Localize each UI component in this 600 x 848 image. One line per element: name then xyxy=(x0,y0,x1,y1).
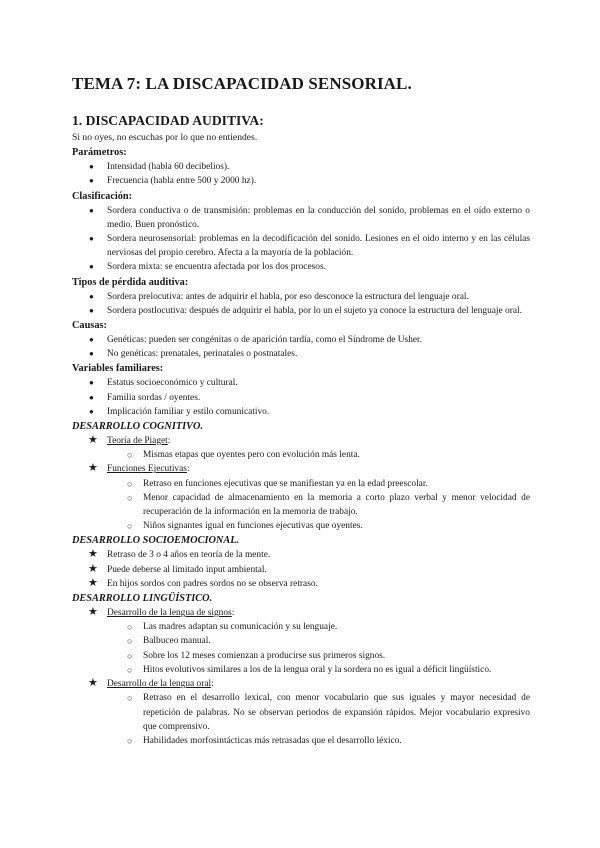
circle-bullet-icon: ○ xyxy=(127,478,133,489)
sublist xyxy=(72,620,530,677)
list-item: ● Implicación familiar y estilo comunicativo. xyxy=(72,405,530,419)
list-item: ○ Sobre los 12 meses comienzan a producirse sus primeros signos. xyxy=(72,649,530,663)
sublist xyxy=(72,477,530,534)
heading-desarrollo-socioemocional: DESARROLLO SOCIOEMOCIONAL. xyxy=(72,535,240,547)
star-icon: ★ xyxy=(88,462,98,475)
list-item: ● Sordera conductiva o de transmisión: problemas en la conducción del sonido, problemas en el oído externo o medio. Buen pronóstico. xyxy=(89,205,530,230)
bullet-icon: ● xyxy=(89,262,94,272)
list-item: ● Sordera mixta: se encuentra afectada por los dos procesos. xyxy=(72,260,530,274)
section-heading-discapacidad-auditiva: 1. DISCAPACIDAD AUDITIVA: xyxy=(72,113,264,128)
star-icon: ★ xyxy=(88,677,98,690)
list-item: ● Familia sordas / oyentes. xyxy=(72,391,530,405)
heading-tipos: Tipos de pérdida auditiva: xyxy=(72,276,189,288)
bullet-icon: ● xyxy=(89,349,94,359)
list-linguistico xyxy=(72,606,530,748)
bullet-icon: ● xyxy=(89,205,94,215)
list-item: ★ Puede deberse al limitado input ambiental. xyxy=(88,562,267,575)
list-item: ● No genéticas: prenatales, perinatales o postnatales. xyxy=(72,347,530,361)
list-parametros xyxy=(72,160,530,188)
bullet-icon: ● xyxy=(89,234,94,244)
list-item: ○ Niños signantes igual en funciones ejecutivas que oyentes. xyxy=(72,519,530,533)
list-item: ● Frecuencia (habla entre 500 y 2000 hz). xyxy=(72,174,530,188)
circle-bullet-icon: ○ xyxy=(127,636,133,647)
star-icon: ★ xyxy=(88,576,98,589)
list-item: ● Intensidad (habla 60 decibelios). xyxy=(72,160,530,174)
list-item: ★ Retraso de 3 o 4 años en teoría de la mente. xyxy=(88,548,271,561)
list-item: ○ Retraso en el desarrollo lexical, con menor vocabulario que sus iguales y mayor necesidad de repetición de palabras. No se observan periodos de expansión rápidos. Mejor vocabulario expresivo que comprensivo. xyxy=(127,693,530,732)
list-item: ○ Las madres adaptan su comunicación y su lenguaje. xyxy=(72,620,530,634)
heading-desarrollo-cognitivo: DESARROLLO COGNITIVO. xyxy=(72,421,204,433)
star-icon: ★ xyxy=(88,434,98,447)
heading-clasificacion: Clasificación: xyxy=(72,190,133,202)
list-socioemocional xyxy=(72,548,530,591)
heading-desarrollo-linguistico: DESARROLLO LINGÜÍSTICO. xyxy=(72,593,213,605)
circle-bullet-icon: ○ xyxy=(127,521,133,532)
bullet-icon: ● xyxy=(89,406,94,416)
sublist xyxy=(72,691,530,748)
list-item: ○ Menor capacidad de almacenamiento en la memoria a corto plazo verbal y menor velocidad de recuperación de la información en la memoria de trabajo. xyxy=(127,492,530,518)
list-cognitivo xyxy=(72,434,530,533)
bullet-icon: ● xyxy=(89,305,94,315)
list-item: ● Estatus socioeconómico y cultural. xyxy=(72,376,530,390)
section-intro: Si no oyes, no escuchas por lo que no entiendes. xyxy=(72,132,258,143)
list-item: ○ Mismas etapas que oyentes pero con evolución más lenta. xyxy=(72,448,530,462)
bullet-icon: ● xyxy=(89,378,94,388)
list-item: ★ Teoría de Piaget: ○ Mismas etapas que oyentes pero con evolución más lenta. xyxy=(72,434,530,462)
circle-bullet-icon: ○ xyxy=(127,622,133,633)
star-icon: ★ xyxy=(88,562,98,575)
bullet-icon: ● xyxy=(89,162,94,172)
list-item: ○ Retraso en funciones ejecutivas que se manifiestan ya en la edad preescolar. xyxy=(72,477,530,491)
circle-bullet-icon: ○ xyxy=(127,735,133,746)
sublist xyxy=(72,448,530,462)
list-item: ★ Desarrollo de la lengua de signos: ○ Las madres adaptan su comunicación y su lenguaje. ○ Balbuceo manual. ○ Sobre los 12 meses comienzan a producirse sus primeros signos. ○ Hitos evolutivos similares a los de la lengua oral y la sordera no es igual a déficit lingüístico. xyxy=(72,606,530,677)
list-item: ● Sordera neurosensorial: problemas en la decodificación del sonido. Lesiones en el oído interno y en las células nerviosas del propio cerebro. Afecta a la mayoría de la población. xyxy=(89,234,530,259)
list-item: ○ Balbuceo manual. xyxy=(72,634,530,648)
list-tipos xyxy=(72,290,530,318)
circle-bullet-icon: ○ xyxy=(127,650,133,661)
list-item: ● Sordera prelocutiva: antes de adquirir el habla, por eso desconoce la estructura del lenguaje oral. xyxy=(72,290,530,304)
bullet-icon: ● xyxy=(89,291,94,301)
heading-causas: Causas: xyxy=(72,320,107,332)
circle-bullet-icon: ○ xyxy=(127,693,133,704)
heading-variables: Variables familiares: xyxy=(72,363,164,375)
circle-bullet-icon: ○ xyxy=(127,450,133,461)
bullet-icon: ● xyxy=(89,335,94,345)
list-item: ★ En hijos sordos con padres sordos no se observa retraso. xyxy=(88,576,318,589)
list-variables xyxy=(72,376,530,419)
star-icon: ★ xyxy=(88,606,98,619)
bullet-icon: ● xyxy=(89,392,94,402)
circle-bullet-icon: ○ xyxy=(127,492,133,503)
list-clasificacion xyxy=(72,204,530,275)
list-causas xyxy=(72,333,530,361)
list-item: ○ Hitos evolutivos similares a los de la lengua oral y la sordera no es igual a déficit lingüístico. xyxy=(72,663,530,677)
circle-bullet-icon: ○ xyxy=(127,664,133,675)
bullet-icon: ● xyxy=(89,176,94,186)
list-item: ★ Desarrollo de la lengua oral: ○ Retraso en el desarrollo lexical, con menor vocabulario que sus iguales y mayor necesidad de repetición de palabras. No se observan periodos de expansión rápidos. Mejor vocabulario expresivo que comprensivo. ○ Habilidades morfosintácticas más retrasadas que el desarrollo léxico. xyxy=(72,677,530,748)
heading-parametros: Parámetros: xyxy=(72,147,127,159)
list-item: ● Genéticas: pueden ser congénitas o de aparición tardía, como el Síndrome de Usher. xyxy=(72,333,530,347)
list-item: ● Sordera postlocutiva: después de adquirir el habla, por lo un el sujeto ya conoce la estructura del lenguaje oral. xyxy=(72,304,530,318)
star-icon: ★ xyxy=(88,548,98,561)
list-item: ★ Funciones Ejecutivas: ○ Retraso en funciones ejecutivas que se manifiestan ya en la edad preescolar. ○ Menor capacidad de almacenamiento en la memoria a corto plazo verbal y menor velocidad de recuperación de la información en la memoria de trabajo. ○ Niños signantes igual en funciones ejecutivas que oyentes. xyxy=(72,462,530,533)
document-title: TEMA 7: LA DISCAPACIDAD SENSORIAL. xyxy=(72,74,412,93)
list-item: ○ Habilidades morfosintácticas más retrasadas que el desarrollo léxico. xyxy=(72,734,530,748)
